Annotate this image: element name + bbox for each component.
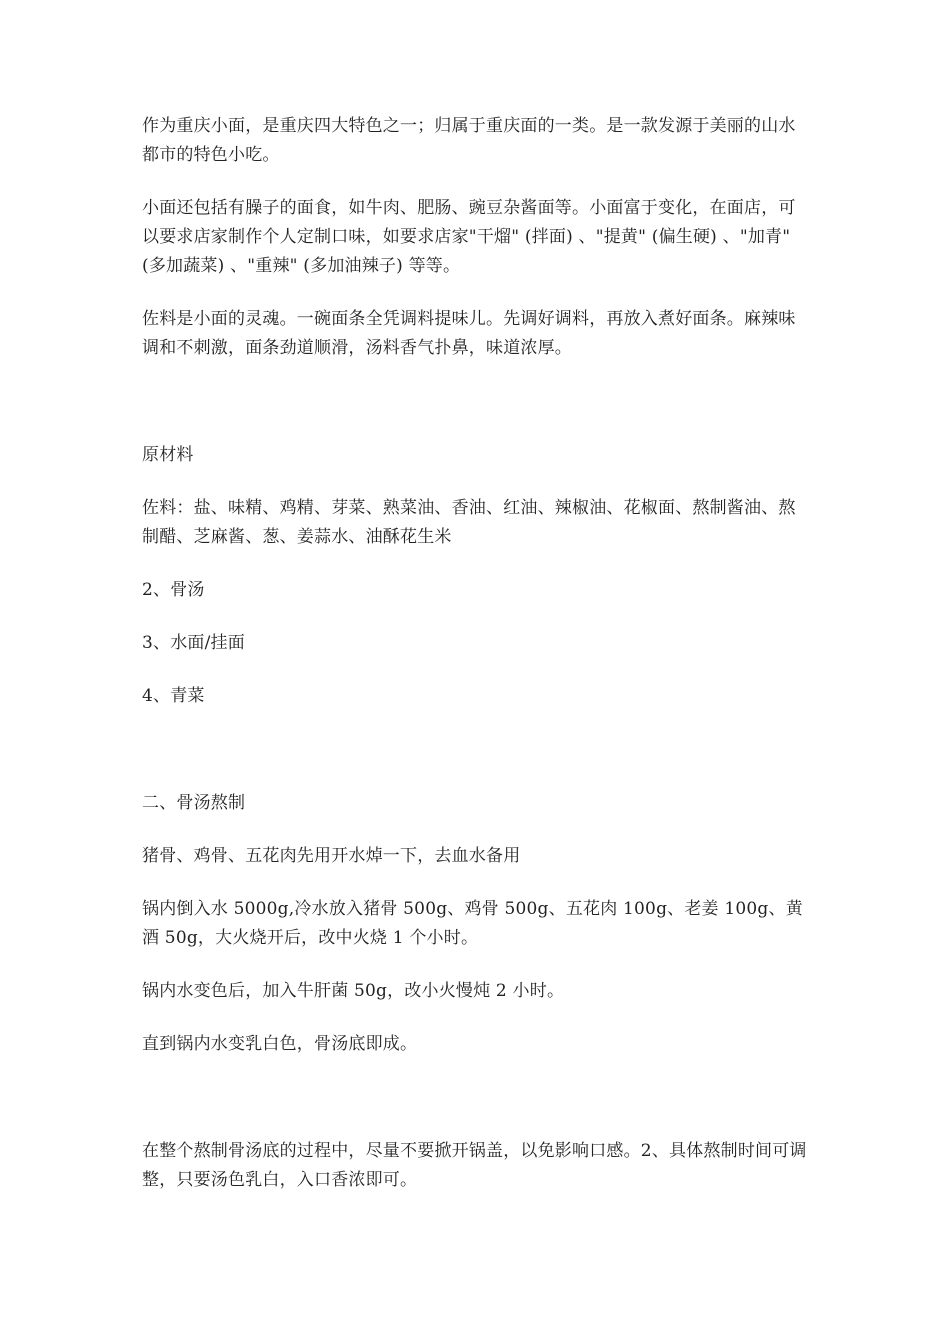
spacer: [142, 871, 810, 895]
seasoning-paragraph: 佐料是小面的灵魂。一碗面条全凭调料提味儿。先调好调料，再放入煮好面条。麻辣味调和不刺激，面条劲道顺滑，汤料香气扑鼻，味道浓厚。: [142, 309, 796, 358]
broth-step: 直到锅内水变乳白色，骨汤底即成。: [142, 1034, 418, 1054]
spacer: [142, 953, 810, 977]
ingredient-item: 3、水面/挂面: [142, 633, 245, 653]
spacer: [142, 711, 810, 789]
spacer: [142, 1059, 810, 1137]
spacer: [142, 170, 810, 194]
document-body: [142, 112, 810, 1195]
spacer: [142, 658, 810, 682]
ingredient-item: 佐料：盐、味精、鸡精、芽菜、熟菜油、香油、红油、辣椒油、花椒面、熬制酱油、熬制醋、芝麻酱、葱、姜蒜水、油酥花生米: [142, 498, 796, 547]
ingredients-heading: 原材料: [142, 445, 194, 465]
broth-step: 猪骨、鸡骨、五花肉先用开水焯一下，去血水备用: [142, 846, 521, 866]
ingredient-item: 2、骨汤: [142, 580, 205, 600]
spacer: [142, 281, 810, 305]
spacer: [142, 1006, 810, 1030]
ingredient-item: 4、青菜: [142, 686, 205, 706]
variations-paragraph: 小面还包括有臊子的面食，如牛肉、肥肠、豌豆杂酱面等。小面富于变化，在面店，可以要求店家制作个人定制口味，如要求店家"干熘" (拌面) 、"提黄" (偏生硬) 、"加青" (多加蔬菜) 、"重辣" (多加油辣子) 等等。: [142, 198, 796, 276]
broth-tips-paragraph: 在整个熬制骨汤底的过程中，尽量不要掀开锅盖，以免影响口感。2、具体熬制时间可调整，只要汤色乳白，入口香浓即可。: [142, 1141, 807, 1190]
broth-step: 锅内水变色后，加入牛肝菌 50g，改小火慢炖 2 小时。: [142, 981, 565, 1001]
broth-heading: 二、骨汤熬制: [142, 793, 246, 813]
spacer: [142, 605, 810, 629]
spacer: [142, 363, 810, 441]
broth-step: 锅内倒入水 5000g,冷水放入猪骨 500g、鸡骨 500g、五花肉 100g、老姜 100g、黄酒 50g，大火烧开后，改中火烧 1 个小时。: [142, 899, 803, 948]
spacer: [142, 818, 810, 842]
spacer: [142, 470, 810, 494]
spacer: [142, 552, 810, 576]
intro-paragraph: 作为重庆小面，是重庆四大特色之一；归属于重庆面的一类。是一款发源于美丽的山水都市的特色小吃。: [142, 116, 796, 165]
